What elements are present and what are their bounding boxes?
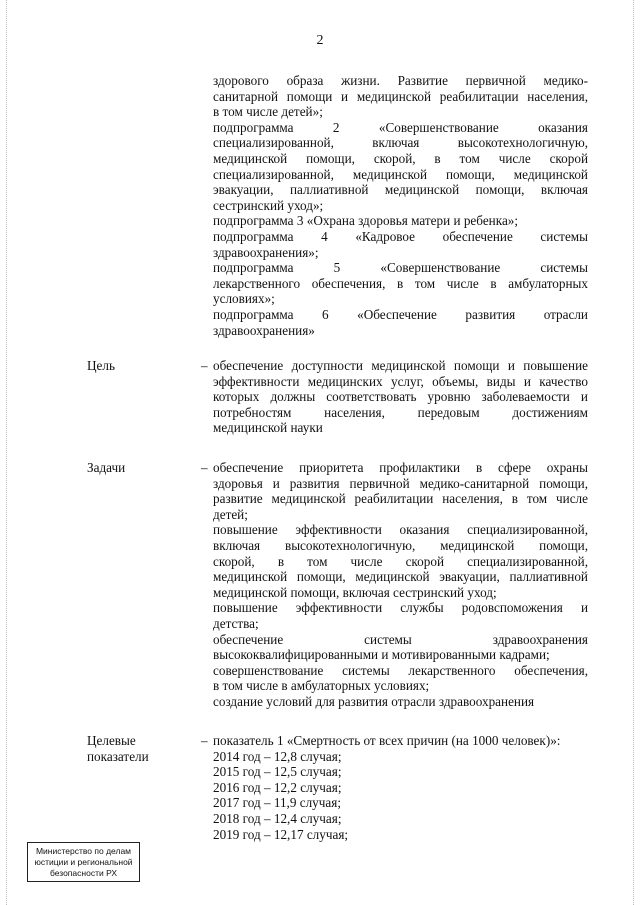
text-line: эффективности медицинских услуг, объемы, виды и качество xyxy=(213,373,588,389)
text-line: 2016 год – 12,2 случая; xyxy=(213,779,342,795)
text-line: 2014 год – 12,8 случая; xyxy=(213,748,342,764)
text-line: сестринский уход»; xyxy=(213,197,324,213)
tasks-label: Задачи xyxy=(87,460,126,475)
text-line: медицинской науки xyxy=(213,420,323,436)
targets-label-line2: показатели xyxy=(87,748,149,764)
text-line: в том числе детей»; xyxy=(213,104,323,120)
text-line: подпрограмма 5 «Совершенствование системы xyxy=(213,260,588,276)
text-line: подпрограмма 4 «Кадровое обеспечение системы xyxy=(213,228,588,244)
text-line: специализированной, включая высокотехнологичную, xyxy=(213,135,588,151)
text-line: обеспечение доступности медицинской помощи и повышение xyxy=(213,358,588,373)
text-line: которых должны соответствовать уровню заболеваемости и xyxy=(213,389,588,405)
text-line: повышение эффективности оказания специализированной, xyxy=(213,522,588,538)
text-line: повышение эффективности службы родовспоможения и xyxy=(213,600,588,616)
goal-text xyxy=(213,358,588,436)
text-line: здравоохранения» xyxy=(213,322,315,338)
text-line: включая высокотехнологичную, медицинской помощи, xyxy=(213,537,588,553)
goal-label: Цель xyxy=(87,358,115,373)
targets-text xyxy=(213,733,588,842)
scan-edge-right xyxy=(633,0,635,905)
text-line: 2019 год – 12,17 случая; xyxy=(213,826,349,842)
text-line: медицинской помощи, скорой, в том числе скорой xyxy=(213,150,588,166)
text-line: эвакуации, паллиативной медицинской помощи, включая xyxy=(213,182,588,198)
text-line: 2015 год – 12,5 случая; xyxy=(213,764,342,780)
text-line: подпрограмма 3 «Охрана здоровья матери и ребенка»; xyxy=(213,213,519,229)
text-line: подпрограмма 2 «Совершенствование оказания xyxy=(213,119,588,135)
subprograms-block xyxy=(213,73,588,338)
tasks-dash: – xyxy=(201,460,208,475)
targets-dash: – xyxy=(201,733,208,748)
text-line: медицинской помощи, медицинской эвакуации, паллиативной xyxy=(213,569,588,585)
goal-dash: – xyxy=(201,358,208,373)
tasks-text xyxy=(213,460,588,710)
text-line: обеспечение системы здравоохранения xyxy=(213,631,588,647)
scan-edge-left xyxy=(6,0,8,905)
ministry-stamp xyxy=(27,842,140,882)
text-line: подпрограмма 6 «Обеспечение развития отрасли xyxy=(213,306,588,322)
text-line: в том числе в амбулаторных условиях; xyxy=(213,678,430,694)
text-line: детей; xyxy=(213,506,248,522)
text-line: здорового образа жизни. Развитие первичной медико- xyxy=(213,73,588,88)
text-line: детства; xyxy=(213,615,259,631)
text-line: лекарственного обеспечения, в том числе в амбулаторных xyxy=(213,275,588,291)
page-number: 2 xyxy=(316,33,324,48)
text-line: совершенствование системы лекарственного обеспечения, xyxy=(213,662,588,678)
targets-label xyxy=(87,733,149,764)
text-line: показатель 1 «Смертность от всех причин (на 1000 человек)»: xyxy=(213,733,561,748)
text-line: здоровья и развития первичной медико-санитарной помощи, xyxy=(213,475,588,491)
text-line: специализированной, медицинской помощи, медицинской xyxy=(213,166,588,182)
targets-label-line1: Целевые xyxy=(87,733,136,748)
text-line: обеспечение приоритета профилактики в сфере охраны xyxy=(213,460,588,475)
text-line: условиях»; xyxy=(213,291,275,307)
stamp-line1: Министерство по делам xyxy=(35,846,132,856)
text-line: санитарной помощи и медицинской реабилитации населения, xyxy=(213,88,588,104)
text-line: 2018 год – 12,4 случая; xyxy=(213,810,342,826)
text-line: развитие медицинской реабилитации населения, в том числе xyxy=(213,491,588,507)
text-line: создание условий для развития отрасли здравоохранения xyxy=(213,693,535,709)
stamp-line3: безопасности РХ xyxy=(49,868,118,878)
text-line: здравоохранения»; xyxy=(213,244,319,260)
text-line: медицинской помощи, включая сестринский уход; xyxy=(213,584,497,600)
text-line: потребностям населения, передовым достижениям xyxy=(213,404,588,420)
text-line: высококвалифицированными и мотивированными кадрами; xyxy=(213,647,550,663)
text-line: скорой, в том числе скорой специализированной, xyxy=(213,553,588,569)
stamp-line2: юстиции и региональной xyxy=(34,857,133,867)
text-line: 2017 год – 11,9 случая; xyxy=(213,795,341,811)
